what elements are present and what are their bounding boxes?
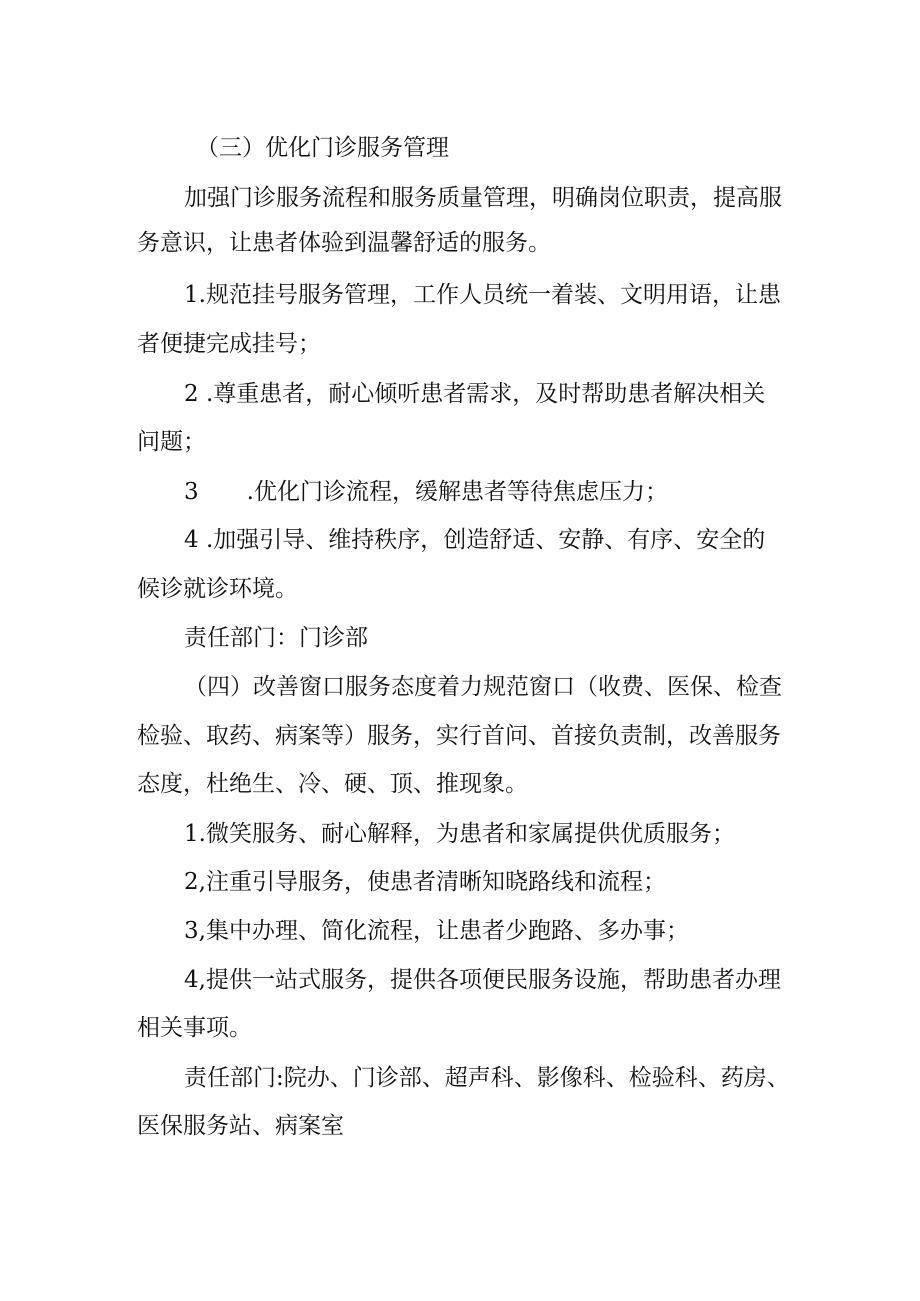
section4-item3: 3,集中办理、简化流程，让患者少跑路、多办事； <box>184 918 689 944</box>
section3-item1-line1: 1.规范挂号服务管理，工作人员统一着装、文明用语，让患 <box>184 282 781 308</box>
section3-intro-line2: 务意识，让患者体验到温馨舒适的服务。 <box>137 230 551 256</box>
section3-heading: （三）优化门诊服务管理 <box>196 135 449 161</box>
section4-responsible-line2: 医保服务站、病案室 <box>137 1113 344 1139</box>
section3-item2-line2: 问题； <box>137 429 206 455</box>
section3-item1-line2: 者便捷完成挂号； <box>137 331 321 357</box>
section4-responsible-line1: 责任部门:院办、门诊部、超声科、影像科、检验科、药房、 <box>184 1065 790 1091</box>
section3-responsible: 责任部门：门诊部 <box>184 625 368 651</box>
section4-item2: 2,注重引导服务，使患者清晰知晓路线和流程； <box>184 869 666 895</box>
section3-item3-line <box>184 477 668 507</box>
section3-item4-line1: 4 .加强引导、维持秩序，创造舒适、安静、有序、安全的 <box>184 527 766 553</box>
section4-item1: 1.微笑服务、耐心解释，为患者和家属提供优质服务； <box>184 821 735 847</box>
section3-item4-line2: 候诊就诊环境。 <box>137 576 298 602</box>
section4-heading-line2: 检验、取药、病案等）服务，实行首问、首接负责制，改善服务 <box>137 723 781 749</box>
section4-heading-line1: （四）改善窗口服务态度着力规范窗口（收费、医保、检查 <box>184 674 782 700</box>
section4-item4-line1: 4,提供一站式服务，提供各项便民服务设施，帮助患者办理 <box>184 967 781 993</box>
section3-item3-text: .优化门诊流程，缓解患者等待焦虑压力； <box>246 479 668 505</box>
section4-item4-line2: 相关事项。 <box>137 1015 252 1041</box>
section3-item2-line1: 2 .尊重患者，耐心倾听患者需求，及时帮助患者解决相关 <box>184 381 766 407</box>
section3-item3-number: 3 <box>184 479 199 505</box>
section3-intro-line1: 加强门诊服务流程和服务质量管理，明确岗位职责，提高服 <box>184 185 782 211</box>
section4-heading-line3: 态度，杜绝生、冷、硬、顶、推现象。 <box>137 771 528 797</box>
